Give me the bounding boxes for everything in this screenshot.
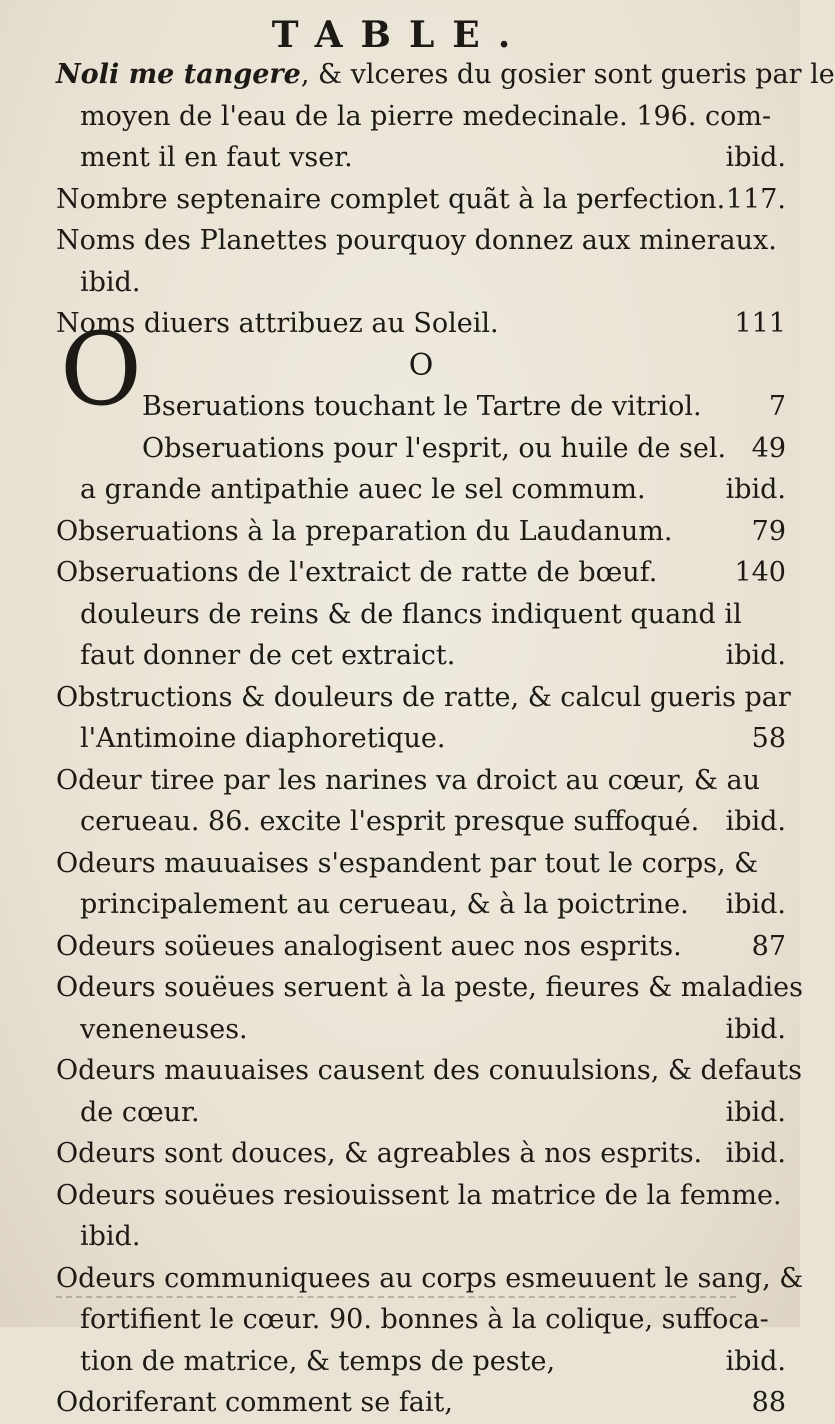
entry-text: Obseruations pour l'esprit, ou huile de sel. [142, 432, 727, 464]
page-reference: 79 [751, 515, 786, 547]
index-entry [56, 967, 803, 1009]
page-reference: 58 [751, 723, 786, 754]
index-entry-dropcap [56, 386, 786, 428]
index-entry [56, 677, 791, 719]
page-reference: ibid. [725, 1096, 786, 1128]
page-reference: 111 [734, 308, 786, 339]
entry-text: moyen de l'eau de la pierre medecinale. 196. com- [80, 100, 772, 132]
entry-text: Odeurs sont douces, & agreables à nos esprits. [56, 1138, 703, 1169]
entry-text: Odeurs souëues resiouissent la matrice de la femme. [56, 1179, 782, 1211]
entry-text: Odeurs mauuaises causent des conuulsions, & defauts [56, 1055, 802, 1086]
entry-rest: , & vlceres du gosier sont gueris par le [300, 59, 835, 90]
entry-text: douleurs de reins & de flancs indiquent quand il [80, 598, 742, 630]
entry-text: Odeurs souëues seruent à la peste, fieures & maladies [56, 972, 803, 1003]
index-entry-continuation [56, 801, 786, 843]
section-letter: O [408, 347, 434, 383]
index-entry [56, 843, 786, 885]
entry-text: fortifient le cœur. 90. bonnes à la colique, suffoca- [80, 1304, 769, 1335]
entry-text: Obseruations de l'extraict de ratte de bœuf. [56, 557, 658, 588]
index-entry [56, 179, 786, 221]
index-entry-continuation [56, 137, 786, 179]
index-entry [56, 220, 786, 262]
entry-text: tion de matrice, & temps de peste, [80, 1345, 556, 1377]
entry-text: Odeurs communiquees au corps esmeuuent le sang, & [56, 1262, 804, 1294]
page-reference: ibid. [725, 1138, 786, 1169]
index-entry [56, 1050, 802, 1092]
index-entry-continuation [56, 635, 786, 677]
index-entry [56, 760, 786, 802]
entry-text: Noms diuers attribuez au Soleil. [56, 308, 499, 339]
page-reference: 117. [725, 183, 786, 215]
index-entry [56, 511, 786, 553]
page-reference: 87 [751, 930, 786, 962]
entry-text: Odeur tiree par les narines va droict au cœur, & au [56, 764, 761, 796]
entry-italic-prefix: Noli me tangere [56, 59, 301, 90]
index-entry [56, 1382, 786, 1424]
entry-text: Odoriferant comment se fait, [56, 1387, 453, 1418]
entry-text: veneneuses. [80, 1013, 248, 1045]
index-entry-continuation [56, 469, 786, 511]
index-entry-continuation [56, 96, 786, 138]
page-reference: ibid. [725, 1013, 786, 1045]
entry-text: Noms des Planettes pourquoy donnez aux mineraux. [56, 225, 777, 256]
page-reference: 140 [734, 557, 786, 588]
page-reference: 88 [751, 1387, 786, 1418]
bottom-rule [56, 1296, 736, 1300]
entry-text: de cœur. [80, 1096, 200, 1128]
index-entry-dropcap [56, 428, 786, 470]
index-entry [56, 1258, 804, 1300]
entry-text [56, 59, 835, 90]
page-reference: ibid. [725, 142, 786, 173]
entry-text: Odeurs soüeues analogisent auec nos esprits. [56, 930, 682, 962]
entry-text: a grande antipathie auec le sel commum. [80, 474, 646, 505]
entry-text: Bseruations touchant le Tartre de vitriol. [142, 391, 702, 422]
entry-text: faut donner de cet extraict. [80, 640, 456, 671]
entry-text: l'Antimoine diaphoretique. [80, 723, 446, 754]
index-entry [56, 1175, 786, 1217]
entry-text: Odeurs mauuaises s'espandent par tout le corps, & [56, 847, 759, 879]
entry-text: ibid. [80, 1221, 141, 1252]
page-reference: 49 [751, 432, 786, 464]
index-entry-continuation [56, 1299, 786, 1341]
page-header: TABLE. [271, 14, 529, 56]
index-entry-continuation [56, 1009, 786, 1051]
page-reference: ibid. [725, 474, 786, 505]
entry-text: Obseruations à la preparation du Laudanum. [56, 515, 673, 547]
index-entry [56, 926, 786, 968]
entry-text: Nombre septenaire complet quãt à la perfection. [56, 183, 726, 215]
index-entry-continuation [56, 1216, 786, 1258]
entry-text: ibid. [80, 266, 141, 298]
index-entries [56, 54, 835, 1424]
entry-text: ment il en faut vser. [80, 142, 353, 173]
index-entry-continuation [56, 1341, 786, 1383]
entry-text: Obstructions & douleurs de ratte, & calcul gueris par [56, 681, 791, 713]
entry-text: cerueau. 86. excite l'esprit presque suffoqué. [80, 806, 700, 837]
index-entry-continuation [56, 262, 786, 304]
index-entry-continuation [56, 594, 786, 636]
page-reference: ibid. [725, 1345, 786, 1377]
drop-cap: O [60, 311, 142, 428]
index-entry-continuation [56, 884, 786, 926]
page-reference: 7 [768, 391, 786, 422]
index-entry [56, 54, 835, 96]
page-reference: ibid. [725, 889, 786, 920]
page-reference: ibid. [725, 640, 786, 671]
entry-text: principalement au cerueau, & à la poictrine. [80, 889, 689, 920]
index-entry [56, 552, 786, 594]
page-reference: ibid. [725, 806, 786, 837]
index-entry-continuation [56, 1092, 786, 1134]
index-entry [56, 303, 786, 345]
index-entry [56, 1133, 786, 1175]
index-entry-continuation [56, 718, 786, 760]
